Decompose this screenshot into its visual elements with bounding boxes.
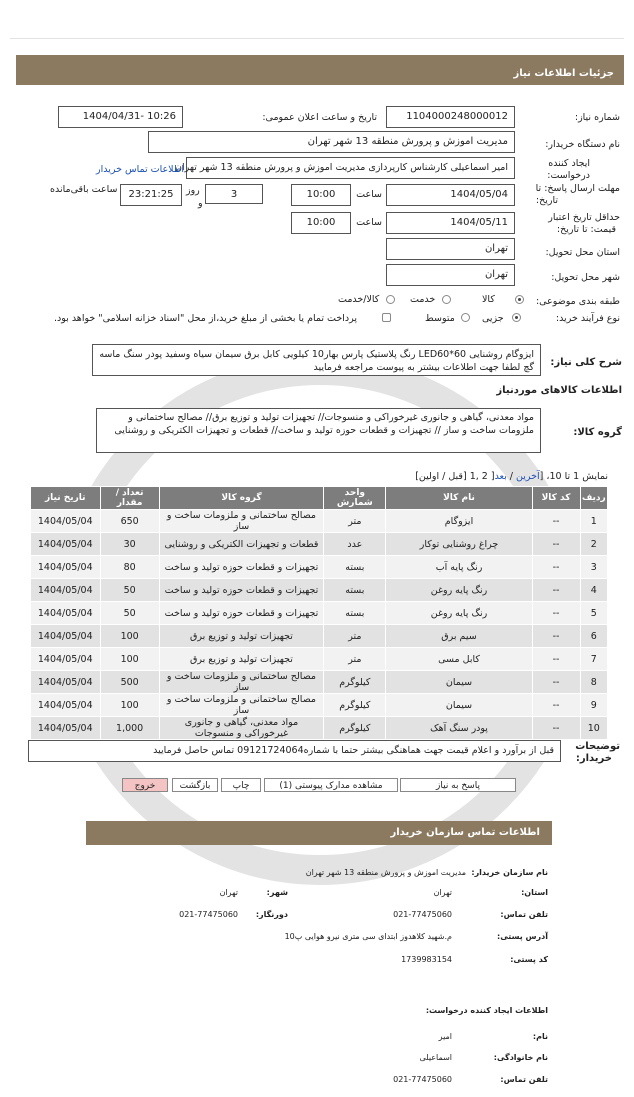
category-both-radio[interactable] (386, 295, 395, 304)
validity-label-2: قیمت: تا تاریخ: (556, 224, 616, 235)
validity-time-value: 10:00 (291, 212, 351, 234)
items-table (30, 486, 608, 740)
reply-button[interactable]: پاسخ به نیاز (400, 778, 516, 792)
table-row (31, 533, 608, 556)
cell-date: 1404/05/04 (31, 579, 101, 602)
cell-date: 1404/05/04 (31, 510, 101, 533)
creator-phone-label: تلفن تماس: (500, 1075, 548, 1084)
cell-group: مصالح ساختمانی و ملزومات ساخت و ساز (159, 694, 323, 717)
cell-qty: 100 (100, 648, 159, 671)
days-remaining-value: 3 (205, 184, 263, 204)
pager-next-link[interactable]: بعد (494, 471, 507, 482)
process-minor-label: جزیی (482, 313, 504, 324)
buyer-fax-value: 021-77475060 (179, 910, 238, 919)
col-code: کد کالا (532, 487, 580, 510)
days-label: روز (186, 185, 200, 196)
cell-name: چراغ روشنایی توکار (386, 533, 532, 556)
creator-value: امیر اسماعیلی کارشناس کارپردازی مدیریت اموزش و پرورش منطقه 13 شهر تهران (186, 157, 515, 179)
cell-code: -- (532, 648, 580, 671)
pager-rest: [قبل / اولین] (415, 471, 470, 482)
cell-qty: 30 (100, 533, 159, 556)
buyer-org-value: مدیریت اموزش و پرورش منطقه 13 شهر تهران (305, 868, 466, 877)
table-header-row (31, 487, 608, 510)
cell-qty: 1,000 (100, 717, 159, 740)
province-value: تهران (386, 238, 515, 260)
table-row (31, 694, 608, 717)
creator-name-label: نام: (532, 1032, 548, 1041)
cell-code: -- (532, 579, 580, 602)
col-name: نام کالا (386, 487, 532, 510)
cell-group: تجهیزات و قطعات حوزه تولید و ساخت (159, 602, 323, 625)
cell-code: -- (532, 671, 580, 694)
cell-group: تجهیزات و قطعات حوزه تولید و ساخت (159, 579, 323, 602)
creator-label-2: درخواست: (547, 170, 590, 181)
need-number-label: شماره نیاز: (574, 112, 620, 123)
cell-group: تجهیزات تولید و توزیع برق (159, 625, 323, 648)
cell-name: سیم برق (386, 625, 532, 648)
buyer-phone-value: 021-77475060 (393, 910, 452, 919)
pager-prefix: نمایش 1 تا 10، [ (539, 471, 608, 482)
cell-unit: بسته (324, 556, 386, 579)
cell-date: 1404/05/04 (31, 533, 101, 556)
cell-row: 8 (580, 671, 607, 694)
cell-unit: بسته (324, 579, 386, 602)
cell-row: 5 (580, 602, 607, 625)
buyer-org-label: نام سازمان خریدار: (471, 868, 548, 877)
city-value: تهران (386, 264, 515, 286)
table-row (31, 556, 608, 579)
buyer-fax-label: دورنگار: (255, 910, 288, 919)
creator-name-value: امیر (438, 1032, 452, 1041)
deadline-date-value: 1404/05/04 (386, 184, 515, 206)
buyer-address-value: م.شهید کلاهدوز ابتدای سی متری نیرو هوایی پ10 (284, 932, 452, 941)
process-medium-radio[interactable] (461, 313, 470, 322)
col-unit: واحد شمارش (324, 487, 386, 510)
cell-date: 1404/05/04 (31, 648, 101, 671)
goods-info-title: اطلاعات کالاهای موردنیاز (496, 385, 622, 396)
category-service-radio[interactable] (442, 295, 451, 304)
cell-unit: عدد (324, 533, 386, 556)
cell-date: 1404/05/04 (31, 694, 101, 717)
cell-row: 7 (580, 648, 607, 671)
cell-code: -- (532, 717, 580, 740)
announce-label: تاریخ و ساعت اعلان عمومی: (262, 112, 377, 123)
back-button[interactable]: بازگشت (172, 778, 218, 792)
buyer-postal-value: 1739983154 (401, 955, 452, 964)
cell-code: -- (532, 602, 580, 625)
cell-group: مصالح ساختمانی و ملزومات ساخت و ساز (159, 510, 323, 533)
cell-unit: کیلوگرم (324, 717, 386, 740)
need-number-value: 1104000248000012 (386, 106, 515, 128)
city-label: شهر محل تحویل: (551, 272, 620, 283)
cell-row: 2 (580, 533, 607, 556)
cell-date: 1404/05/04 (31, 671, 101, 694)
creator-phone-value: 021-77475060 (393, 1075, 452, 1084)
category-label: طبقه بندی موضوعی: (535, 296, 620, 307)
cell-group: تجهیزات تولید و توزیع برق (159, 648, 323, 671)
category-both-label: کالا/خدمت (338, 294, 380, 305)
cell-date: 1404/05/04 (31, 717, 101, 740)
announce-value: 1404/04/31- 10:26 (58, 106, 183, 128)
buyer-contact-link[interactable]: اطلاعات تماس خریدار (96, 164, 185, 175)
cell-unit: بسته (324, 602, 386, 625)
remaining-time-label: ساعت باقی‌مانده (50, 184, 118, 195)
validity-label-1: حداقل تاریخ اعتبار (548, 212, 620, 223)
cell-name: سیمان (386, 694, 532, 717)
treasury-checkbox[interactable] (382, 313, 391, 322)
col-date: تاریخ نیاز (31, 487, 101, 510)
cell-code: -- (532, 510, 580, 533)
treasury-text: پرداخت تمام یا بخشی از مبلغ خرید،از محل "اسناد خزانه اسلامی" خواهد بود. (54, 313, 357, 324)
exit-button[interactable]: خروج (122, 778, 168, 792)
process-label: نوع فرآیند خرید: (555, 313, 620, 324)
col-group: گروه کالا (159, 487, 323, 510)
creator-family-value: اسماعیلی (419, 1053, 452, 1062)
summary-text: ایزوگام روشنایی LED60*60 رنگ پلاستیک پارس بهار10 کیلویی کابل برق سیمان سیاه وسفید پودر سنگ ماسه گچ لطفا جهت اطلاعات بیشتر به پیوست مراجعه فرمایید (92, 344, 541, 376)
process-medium-label: متوسط (425, 313, 455, 324)
deadline-time-value: 10:00 (291, 184, 351, 206)
cell-row: 3 (580, 556, 607, 579)
goods-group-label: گروه کالا: (573, 427, 622, 438)
cell-qty: 100 (100, 694, 159, 717)
goods-group-text: مواد معدنی، گیاهی و جانوری غیرخوراکی و منسوجات// تجهیزات تولید و توزیع برق// مصالح ساختمانی و ملزومات ساخت و ساز // تجهیزات و قطعات حوزه تولید و ساخت// قطعات و تجهیزات الکتریکی و روشنایی (96, 408, 541, 453)
creator-label-1: ایجاد کننده (548, 158, 590, 169)
cell-row: 6 (580, 625, 607, 648)
deadline-label-1: مهلت ارسال پاسخ: تا (535, 183, 620, 194)
buyer-device-label: نام دستگاه خریدار: (545, 139, 620, 150)
cell-name: پودر سنگ آهک (386, 717, 532, 740)
buyer-province-value: تهران (433, 888, 452, 897)
table-row (31, 648, 608, 671)
table-row (31, 510, 608, 533)
buyer-city-label: شهر: (266, 888, 288, 897)
cell-date: 1404/05/04 (31, 556, 101, 579)
notes-label-2: خریدار: (575, 753, 612, 764)
cell-name: ایزوگام (386, 510, 532, 533)
cell-group: قطعات و تجهیزات الکتریکی و روشنایی (159, 533, 323, 556)
pager-sep: / (506, 471, 517, 482)
buyer-phone-label: تلفن تماس: (500, 910, 548, 919)
cell-row: 10 (580, 717, 607, 740)
process-minor-radio[interactable] (512, 313, 521, 322)
pager-last-link[interactable]: آخرین (516, 471, 540, 482)
cell-unit: متر (324, 625, 386, 648)
table-row (31, 671, 608, 694)
validity-time-label: ساعت (356, 217, 382, 228)
days-suffix: و (198, 198, 203, 209)
cell-date: 1404/05/04 (31, 625, 101, 648)
cell-date: 1404/05/04 (31, 602, 101, 625)
creator-info-title: اطلاعات ایجاد کننده درخواست: (425, 1006, 548, 1015)
cell-unit: کیلوگرم (324, 694, 386, 717)
cell-row: 1 (580, 510, 607, 533)
category-service-label: خدمت (410, 294, 436, 305)
cell-row: 9 (580, 694, 607, 717)
print-button[interactable]: چاپ (221, 778, 261, 792)
cell-code: -- (532, 694, 580, 717)
cell-name: رنگ پایه روغن (386, 602, 532, 625)
cell-row: 4 (580, 579, 607, 602)
notes-label-1: توضیحات (575, 741, 620, 752)
table-row (31, 579, 608, 602)
view-attachments-button[interactable]: مشاهده مدارک پیوستی (1) (264, 778, 398, 792)
cell-qty: 500 (100, 671, 159, 694)
cell-qty: 650 (100, 510, 159, 533)
buyer-city-value: تهران (219, 888, 238, 897)
validity-date-value: 1404/05/11 (386, 212, 515, 234)
cell-name: رنگ پایه آب (386, 556, 532, 579)
buyer-contact-header: اطلاعات تماس سازمان خریدار (86, 821, 552, 845)
buyer-device-value: مدیریت اموزش و پرورش منطقه 13 شهر تهران (148, 131, 515, 153)
cell-qty: 50 (100, 602, 159, 625)
cell-group: مصالح ساختمانی و ملزومات ساخت و ساز (159, 671, 323, 694)
cell-unit: کیلوگرم (324, 671, 386, 694)
buyer-address-label: آدرس پستی: (497, 932, 548, 941)
creator-family-label: نام خانوادگی: (493, 1053, 548, 1062)
table-row (31, 717, 608, 740)
category-goods-radio[interactable] (515, 295, 524, 304)
pager-pages[interactable]: [ 2 ,1 (469, 471, 495, 482)
cell-code: -- (532, 556, 580, 579)
buyer-postal-label: کد پستی: (510, 955, 548, 964)
pager (415, 471, 608, 482)
cell-code: -- (532, 625, 580, 648)
cell-unit: متر (324, 648, 386, 671)
province-label: استان محل تحویل: (545, 247, 620, 258)
cell-code: -- (532, 533, 580, 556)
cell-group: تجهیزات و قطعات حوزه تولید و ساخت (159, 556, 323, 579)
notes-text: قبل از برآورد و اعلام قیمت جهت هماهنگی بیشتر حتما با شماره09121724064 تماس حاصل فرمایید (28, 740, 561, 762)
cell-name: رنگ پایه روغن (386, 579, 532, 602)
deadline-label-2: تاریخ: (535, 195, 558, 206)
table-row (31, 602, 608, 625)
col-qty: تعداد / مقدار (100, 487, 159, 510)
top-divider (10, 38, 624, 39)
cell-name: سیمان (386, 671, 532, 694)
remaining-time-value: 23:21:25 (120, 184, 182, 206)
deadline-time-label: ساعت (356, 189, 382, 200)
col-row: ردیف (580, 487, 607, 510)
table-row (31, 625, 608, 648)
category-goods-label: کالا (482, 294, 495, 305)
cell-qty: 100 (100, 625, 159, 648)
cell-unit: متر (324, 510, 386, 533)
cell-group: مواد معدنی، گیاهی و جانوری غیرخوراکی و منسوجات (159, 717, 323, 740)
summary-label: شرح کلی نیاز: (550, 357, 622, 368)
cell-qty: 50 (100, 579, 159, 602)
buyer-province-label: استان: (521, 888, 548, 897)
cell-qty: 80 (100, 556, 159, 579)
cell-name: کابل مسی (386, 648, 532, 671)
page-header: جزئیات اطلاعات نیاز (16, 55, 624, 85)
